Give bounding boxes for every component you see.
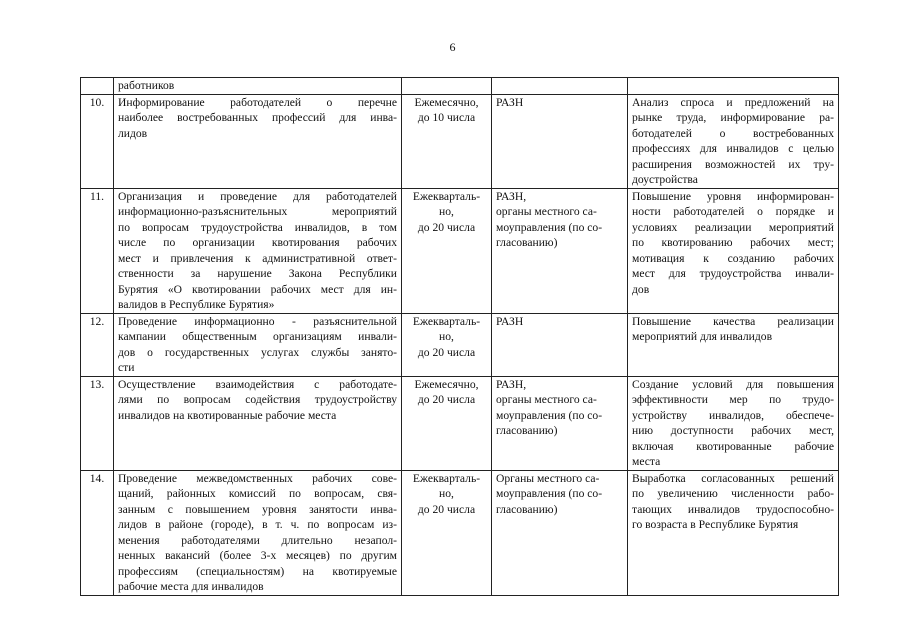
- executor-line: РАЗН: [496, 314, 524, 328]
- result-line: места: [632, 455, 661, 468]
- result-line: профессиях для инвалидов с целью: [632, 142, 834, 155]
- period-cell: [402, 376, 492, 470]
- event-line: ненных вакансий (более 3-х месяцев) по другим: [118, 549, 397, 562]
- period-cell: [402, 313, 492, 376]
- result-cell: [628, 78, 839, 95]
- table-row: [81, 376, 839, 470]
- executor-cell: [492, 78, 628, 95]
- executor-cell: [492, 313, 628, 376]
- result-line: доустройства: [632, 173, 698, 186]
- executor-line: Органы местного са-: [496, 471, 600, 485]
- event-line: информационно-разъяснительных мероприятий: [118, 205, 397, 218]
- result-line: Выработка согласованных решений: [632, 471, 834, 485]
- executor-line: РАЗН: [496, 95, 524, 109]
- event-cell: [114, 376, 402, 470]
- executor-line: гласованию): [496, 236, 558, 249]
- result-cell: [628, 188, 839, 313]
- event-line: мест и привлечения к административной ответ-: [118, 251, 397, 265]
- executor-line: РАЗН,: [496, 189, 527, 203]
- event-line: лидов: [118, 126, 148, 140]
- event-line: кампании общественным организациям инвали-: [118, 330, 397, 343]
- executor-line: моуправления (по со-: [496, 408, 603, 422]
- result-cell: [628, 313, 839, 376]
- executor-line: РАЗН,: [496, 377, 527, 391]
- result-cell: [628, 376, 839, 470]
- period-line: до 20 числа: [417, 393, 476, 406]
- result-line: устройству инвалидов, обеспече-: [632, 408, 834, 422]
- table-row: [81, 313, 839, 376]
- result-line: мест для трудоустройства инвали-: [632, 267, 834, 280]
- period-line: до 10 числа: [417, 111, 476, 124]
- row-number-cell: [81, 78, 114, 95]
- event-cell: [114, 78, 402, 95]
- period-line: но,: [439, 487, 454, 500]
- executor-line: гласованию): [496, 424, 558, 437]
- result-line: ботодателей о востребованных: [632, 126, 834, 140]
- executor-cell: [492, 94, 628, 188]
- result-line: мотивация к созданию рабочих: [632, 251, 834, 265]
- continuation-row: [81, 78, 839, 95]
- table-row: [81, 470, 839, 595]
- result-line: по увеличению численности рабо-: [632, 487, 834, 500]
- result-line: дов: [632, 282, 650, 296]
- event-line: Осуществление взаимодействия с работодате-: [118, 377, 397, 391]
- event-line: работников: [118, 79, 175, 92]
- result-line: мероприятий для инвалидов: [632, 330, 773, 343]
- executor-cell: [492, 470, 628, 595]
- event-line: числе по организации квотирования рабочих: [118, 236, 397, 249]
- event-line: Бурятия «О квотировании рабочих мест для ин-: [118, 282, 397, 296]
- period-line: Ежекварталь-: [412, 471, 481, 485]
- period-line: Ежемесячно,: [414, 95, 479, 109]
- row-number-cell: 13.: [81, 376, 114, 470]
- result-line: рынке труда, информирование ра-: [632, 111, 834, 124]
- executor-cell: [492, 188, 628, 313]
- executor-line: моуправления (по со-: [496, 220, 603, 234]
- result-line: Повышение уровня информирован-: [632, 189, 834, 203]
- event-cell: [114, 470, 402, 595]
- executor-line: органы местного са-: [496, 205, 597, 218]
- row-number-cell: 14.: [81, 470, 114, 595]
- event-line: профессиям (специальностям) на квотируемые: [118, 564, 397, 578]
- result-line: по квотированию рабочих мест;: [632, 236, 834, 249]
- result-line: Создание условий для повышения: [632, 377, 834, 391]
- table-row: [81, 188, 839, 313]
- executor-line: органы местного са-: [496, 393, 597, 406]
- event-line: менения работодателями длительно незапол-: [118, 533, 397, 547]
- event-line: Проведение межведомственных рабочих сове-: [118, 471, 397, 485]
- table-body: [81, 78, 839, 596]
- result-cell: [628, 470, 839, 595]
- event-line: наиболее востребованных профессий для инва-: [118, 111, 397, 124]
- result-cell: [628, 94, 839, 188]
- event-line: по вопросам трудоустройства инвалидов, в том: [118, 220, 397, 234]
- event-cell: [114, 313, 402, 376]
- period-line: Ежекварталь-: [412, 189, 481, 203]
- event-line: занным с повышением уровня занятости инва-: [118, 502, 397, 516]
- event-line: сти: [118, 361, 135, 374]
- period-line: но,: [439, 330, 454, 343]
- page-number: 6: [449, 40, 456, 54]
- executor-cell: [492, 376, 628, 470]
- result-line: ности работодателей о порядке и: [632, 205, 834, 218]
- event-cell: [114, 94, 402, 188]
- event-line: Проведение информационно - разъяснительной: [118, 314, 397, 328]
- period-cell: [402, 188, 492, 313]
- result-line: тающих инвалидов трудоспособно-: [632, 502, 834, 516]
- result-line: го возраста в Республике Бурятия: [632, 518, 799, 531]
- executor-line: гласованию): [496, 502, 558, 516]
- activities-table: [80, 77, 839, 596]
- period-line: Ежекварталь-: [412, 314, 481, 328]
- event-line: лидов в районе (городе), в т. ч. по вопросам из-: [118, 518, 397, 531]
- event-line: лями по вопросам содействия трудоустройству: [118, 393, 397, 406]
- event-line: Информирование работодателей о перечне: [118, 95, 397, 109]
- table-row: [81, 94, 839, 188]
- period-line: до 20 числа: [417, 345, 476, 359]
- event-line: рабочие места для инвалидов: [118, 580, 264, 593]
- period-cell: [402, 94, 492, 188]
- period-cell: [402, 78, 492, 95]
- event-line: щаний, районных комиссий по вопросам, свя-: [118, 487, 397, 500]
- event-line: Организация и проведение для работодателей: [118, 189, 397, 203]
- period-line: но,: [439, 205, 454, 218]
- result-line: Повышение качества реализации: [632, 314, 834, 328]
- period-cell: [402, 470, 492, 595]
- row-number-cell: 10.: [81, 94, 114, 188]
- result-line: нию доступности рабочих мест,: [632, 424, 834, 437]
- event-line: ственности за нарушение Закона Республики: [118, 267, 397, 280]
- result-line: Анализ спроса и предложений на: [632, 95, 834, 109]
- result-line: условиях реализации мероприятий: [632, 220, 834, 234]
- row-number-cell: 12.: [81, 313, 114, 376]
- row-number-cell: 11.: [81, 188, 114, 313]
- period-line: Ежемесячно,: [414, 377, 479, 391]
- result-line: включая квотированные рабочие: [632, 439, 834, 453]
- event-line: дов о государственных услугах службы занято-: [118, 345, 397, 359]
- event-cell: [114, 188, 402, 313]
- event-line: валидов в Республике Бурятия»: [118, 298, 275, 311]
- period-line: до 20 числа: [417, 220, 476, 234]
- result-line: расширения возможностей их тру-: [632, 157, 834, 171]
- executor-line: моуправления (по со-: [496, 487, 603, 500]
- period-line: до 20 числа: [417, 502, 476, 516]
- result-line: эффективности мер по трудо-: [632, 393, 834, 406]
- event-line: инвалидов на квотированные рабочие места: [118, 408, 337, 422]
